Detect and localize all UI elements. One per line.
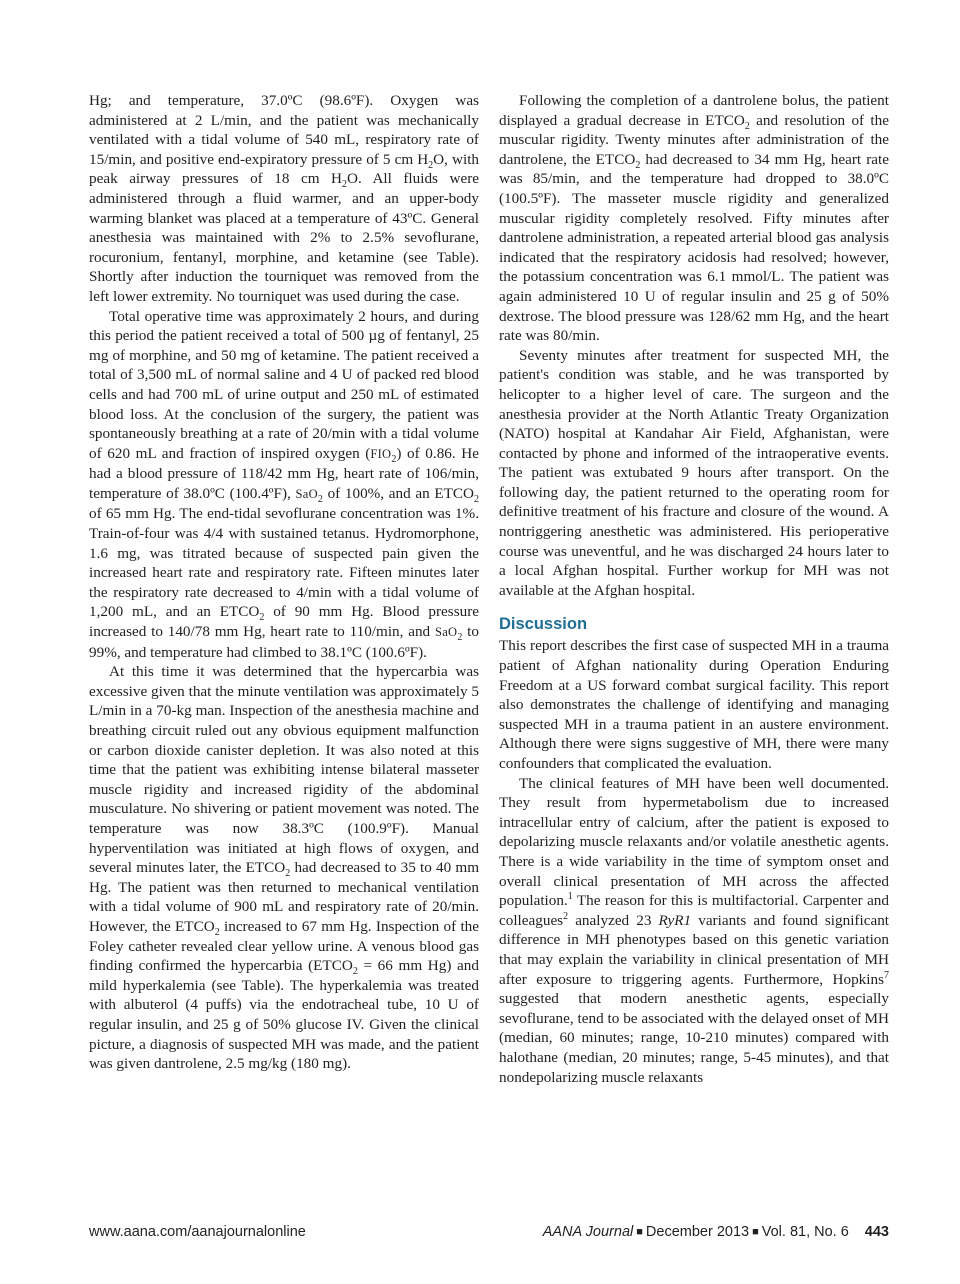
subscript: 2 — [428, 159, 434, 171]
gene-name: RyR1 — [658, 911, 692, 929]
subscript: 2 — [457, 632, 463, 644]
text-run: had decreased to 35 to 40 mm Hg. The patient was then returned to mechanical ventilation with a tidal volume of 900 mL and respiratory rate of 20/min. However, the ETCO — [89, 859, 480, 935]
subscript: 2 — [391, 453, 397, 465]
text-run: and resolution of the muscular rigidity. Twenty minutes after administration of the dantrolene, the ETCO — [499, 111, 889, 168]
paragraph-discussion-intro — [499, 636, 889, 773]
page-footer — [89, 1224, 889, 1246]
text-run: Total operative time was approximately 2 hours, and during this period the patient received a total of 500 µg of fentanyl, 25 mg of morphine, and 50 mg of ketamine. The patient received a total of 3,500 mL of normal saline and 4 U of packed red blood cells and had 700 mL of urine output and 250 mL of estimated blood loss. At the conclusion of the surgery, the patient was spontaneously breathing at a rate of 20/min with a tidal volume of 620 mL and fraction of inspired oxygen ( — [89, 307, 479, 462]
abbreviation-sao: SaO — [295, 486, 318, 501]
text-run: O. All fluids were administered through a fluid warmer, and an upper-body warming blanket was placed at a temperature of 43ºC. General anesthesia was maintained with 2% to 2.5% sevoflurane, rocuronium, fentanyl, morphine, and ketamine (see Table). Shortly after induction the tourniquet was removed from the left lower extremity. No tourniquet was used during the case. — [89, 170, 479, 305]
issue-date: December 2013 — [645, 1224, 750, 1240]
footer-journal-info — [543, 1224, 889, 1240]
text-run: variants and found significant difference in MH phenotypes based on this genetic variation that may explain the variability in clinical presentation of MH after exposure to triggering agents. Furthermore, Hopkins — [499, 911, 890, 988]
abbreviation-fio: FIO — [370, 446, 392, 461]
citation-ref-1: 1 — [567, 891, 573, 903]
text-run: O, with peak airway pressures of 18 cm H — [89, 150, 480, 188]
text-run: had decreased to 34 mm Hg, heart rate was 85/min, and the temperature had dropped to 38.0ºC (100.5ºF). The masseter muscle rigidity and generalized muscular rigidity completely resolved. Fifty minutes after dantrolene administration, a repeated arterial blood gas analysis indicated that the respiratory acidosis had resolved; however, the potassium concentration was 6.1 mmol/L. The patient was again administered 10 U of regular insulin and 25 g of 50% dextrose. The blood pressure was 128/62 mm Hg, and the heart rate was 80/min. — [499, 150, 889, 345]
text-run: of 100%, and an ETCO — [322, 484, 475, 502]
text-run: suggested that modern anesthetic agents, especially sevoflurane, tend to be associated with the delayed onset of MH (median, 60 minutes; range, 10-210 minutes) compared with halothane (median, 20 minutes; range, 5-45 minutes), and that nondepolarizing muscle relaxants — [499, 990, 889, 1086]
text-run: At this time it was determined that the hypercarbia was excessive given that the minute ventilation was approximately 5 L/min in a 70-kg man. Inspection of the anesthesia machine and breathing circuit ruled out any obvious equipment malfunction or carbon dioxide canister depletion. It was also noted at this time that the patient was exhibiting intense bilateral masseter muscle rigidity and increased rigidity of the abdominal musculature. No shivering or patient movement was noted. The temperature was now 38.3ºC (100.9ºF). Manual hyperventilation was initiated at high flows of oxygen, and several minutes later, the ETCO — [89, 663, 479, 877]
separator-square: ■ — [636, 1226, 643, 1238]
text-run: Seventy minutes after treatment for suspected MH, the patient's condition was stable, and he was transported by helicopter to a higher level of care. The surgeon and the anesthesia provider at the North Atlantic Treaty Organization (NATO) hospital at Kandahar Air Field, Afghanistan, were contacted by phone and informed of the intraoperative events. The patient was extubated 9 hours after transport. On the following day, the patient returned to the operating room for definitive treatment of his fracture and closure of the wound. A nontriggering anesthetic was administered. His perioperative course was uneventful, and he was discharged 24 hours later to a local Afghan hospital. Further workup for MH was not available at the Afghan hospital. — [499, 346, 889, 599]
footer-url: www.aana.com/aanajournalonline — [89, 1224, 306, 1240]
volume-info: Vol. 81, No. 6 — [761, 1224, 849, 1240]
right-column — [499, 91, 889, 1087]
subscript: 2 — [214, 926, 220, 938]
paragraph-operative-time — [89, 307, 479, 663]
text-run: The reason for this is multifactorial. Carpenter and colleagues — [499, 892, 889, 929]
text-run: = 66 mm Hg) and mild hyperkalemia (see Table). The hyperkalemia was treated with albuterol (4 puffs) via the endotracheal tube, 10 U of regular insulin, and 25 g of 50% glucose IV. Given the clinical picture, a diagnosis of suspected MH was made, and the patient was given dantrolene, 2.5 mg/kg (180 mg). — [89, 957, 479, 1073]
journal-name: AANA Journal — [542, 1224, 634, 1240]
paragraph-dantrolene — [499, 91, 889, 346]
separator-square: ■ — [752, 1226, 759, 1238]
text-run: of 90 mm Hg. Blood pressure increased to 140/78 mm Hg, heart rate to 110/min, and — [89, 603, 479, 641]
citation-ref-2: 2 — [563, 910, 569, 922]
text-run: The clinical features of MH have been well documented. They result from hypermetabolism due to increased intracellular entry of calcium, after the patient is exposed to depolarizing muscle relaxants and/or volatile anesthetic agents. There is a wide variability in the time of symptom onset and overall clinical presentation of MH across the affected population. — [499, 774, 889, 910]
subscript: 2 — [352, 966, 358, 978]
paragraph-transport — [499, 346, 889, 601]
subscript: 2 — [474, 493, 480, 505]
subscript: 2 — [259, 612, 265, 624]
paragraph-hypercarbia — [89, 662, 479, 1073]
paragraph-case-continuation — [89, 91, 479, 307]
text-run: increased to 67 mm Hg. Inspection of the Foley catheter revealed clear yellow urine. A venous blood gas finding confirmed the hypercarbia (ETCO — [89, 917, 479, 975]
text-run: Following the completion of a dantrolene bolus, the patient displayed a gradual decrease in ETCO — [499, 92, 889, 129]
subscript: 2 — [285, 868, 291, 880]
text-run: to 99%, and temperature had climbed to 38.1ºC (100.6ºF). — [89, 623, 479, 661]
left-column — [89, 91, 479, 1074]
text-run: This report describes the first case of suspected MH in a trauma patient of Afghan nationality during Operation Enduring Freedom at a US forward combat surgical facility. This report also demonstrates the challenge of identifying and managing suspected MH in a trauma patient in an austere environment. Although there were signs suggestive of MH, there were many confounders that complicated the evaluation. — [499, 637, 889, 772]
subscript: 2 — [317, 493, 323, 505]
text-run: Hg; and temperature, 37.0ºC (98.6ºF). Oxygen was administered at 2 L/min, and the patient was mechanically ventilated with a tidal volume of 540 mL, respiratory rate of 15/min, and positive end-expiratory pressure of 5 cm H — [89, 92, 479, 168]
text-run: ) of 0.86. He had a blood pressure of 118/42 mm Hg, heart rate of 106/min, temperature of 38.0ºC (100.4ºF), — [89, 444, 479, 502]
text-run: analyzed 23 — [568, 911, 659, 929]
subscript: 2 — [744, 120, 750, 132]
text-run: of 65 mm Hg. The end-tidal sevoflurane concentration was 1%. Train-of-four was 4/4 with sustained tetanus. Hydromorphone, 1.6 mg, was titrated because of suspected pain given the increased heart rate and respiratory rate. Fifteen minutes later the respiratory rate decreased to 4/min with a tidal volume of 1,200 mL, and an ETCO — [89, 505, 479, 621]
page-number: 443 — [864, 1224, 889, 1240]
subscript: 2 — [342, 179, 347, 191]
citation-ref-7: 7 — [884, 969, 889, 981]
abbreviation-sao: SaO — [434, 625, 458, 640]
subscript: 2 — [635, 159, 641, 171]
section-heading-discussion: Discussion — [499, 615, 588, 634]
paragraph-clinical-features — [499, 774, 889, 1088]
